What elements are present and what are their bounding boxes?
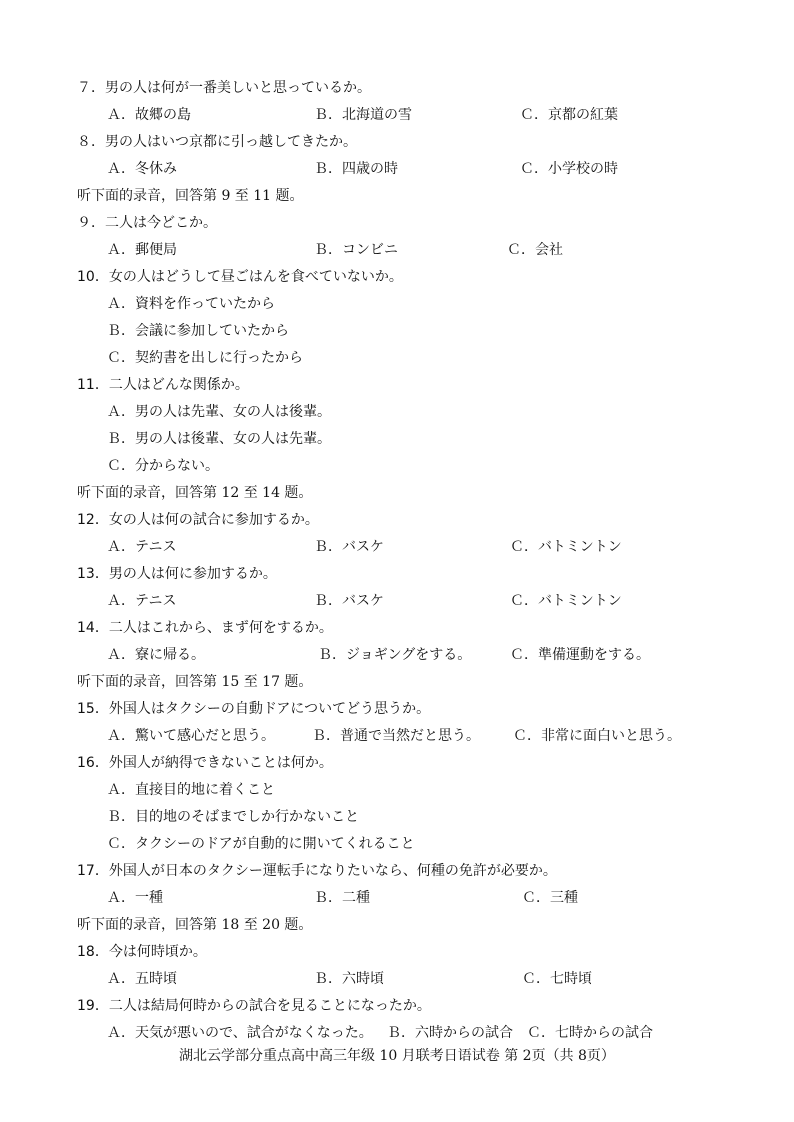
option-b: Ｂ．バスケ (314, 593, 384, 609)
option-c: Ｃ．準備運動をする。 (510, 647, 650, 663)
option-b: Ｂ．六時からの試合 (387, 1025, 513, 1041)
listening-instruction: 听下面的录音，回答第 15 至 17 题。 (77, 674, 313, 690)
option-c: Ｃ．小学校の時 (520, 161, 618, 177)
option-a: Ａ．天気が悪いので、試合がなくなった。 (107, 1025, 373, 1041)
option-a: Ａ．テニス (107, 593, 177, 609)
question-18: 18．今は何時頃か。 (77, 944, 207, 960)
option-b: Ｂ．ジョギングをする。 (318, 647, 472, 663)
option-a: Ａ．資料を作っていたから (107, 296, 275, 312)
option-b: Ｂ．六時頃 (314, 971, 384, 987)
option-a: Ａ．五時頃 (107, 971, 177, 987)
option-b: Ｂ．普通で当然だと思う。 (312, 728, 480, 744)
option-a: Ａ．驚いて感心だと思う。 (107, 728, 275, 744)
listening-instruction: 听下面的录音，回答第 18 至 20 题。 (77, 917, 313, 933)
question-12: 12．女の人は何の試合に参加するか。 (77, 512, 319, 528)
option-a: Ａ．冬休み (107, 161, 177, 177)
options-12 (107, 534, 787, 561)
options-9 (107, 237, 787, 264)
question-13: 13．男の人は何に参加するか。 (77, 566, 277, 582)
option-b: Ｂ．二種 (314, 890, 370, 906)
option-b: Ｂ．四歳の時 (314, 161, 398, 177)
option-c: Ｃ．分からない。 (107, 458, 219, 474)
options-8 (107, 156, 787, 183)
options-15 (107, 723, 787, 750)
question-14: 14．二人はこれから、まず何をするか。 (77, 620, 333, 636)
question-15: 15．外国人はタクシーの自動ドアについてどう思うか。 (77, 701, 431, 717)
option-b: Ｂ．北海道の雪 (314, 107, 412, 123)
option-b: Ｂ．コンビニ (314, 242, 398, 258)
question-8: ８．男の人はいつ京都に引っ越してきたか。 (77, 134, 357, 150)
options-7 (107, 102, 787, 129)
option-a: Ａ．テニス (107, 539, 177, 555)
question-19: 19．二人は結局何時からの試合を見ることになったか。 (77, 998, 431, 1014)
question-9: ９．二人は今どこか。 (77, 215, 217, 231)
question-17: 17．外国人が日本のタクシー運転手になりたいなら、何種の免許が必要か。 (77, 863, 557, 879)
option-c: Ｃ．七時頃 (522, 971, 592, 987)
option-c: Ｃ．バトミントン (510, 593, 622, 609)
options-14 (107, 642, 787, 669)
option-a: Ａ．故郷の島 (107, 107, 191, 123)
option-c: Ｃ．契約書を出しに行ったから (107, 350, 303, 366)
option-c: Ｃ．京都の紅葉 (520, 107, 618, 123)
option-c: Ｃ．バトミントン (510, 539, 622, 555)
option-b: Ｂ．会議に参加していたから (107, 323, 289, 339)
option-a: Ａ．直接目的地に着くこと (107, 782, 275, 798)
option-a: Ａ．郵便局 (107, 242, 177, 258)
option-b: Ｂ．男の人は後輩、女の人は先輩。 (107, 431, 331, 447)
option-c: Ｃ．会社 (507, 242, 563, 258)
page-footer: 湖北云学部分重点高中高三年级 10 月联考日语试卷 第 2页（共 8页） (179, 1048, 615, 1064)
option-c: Ｃ．三種 (522, 890, 578, 906)
option-a: Ａ．寮に帰る。 (107, 647, 205, 663)
option-b: Ｂ．目的地のそばまでしか行かないこと (107, 809, 359, 825)
question-16: 16．外国人が納得できないことは何か。 (77, 755, 333, 771)
question-7: ７．男の人は何が一番美しいと思っているか。 (77, 80, 371, 96)
option-a: Ａ．一種 (107, 890, 163, 906)
question-10: 10．女の人はどうして昼ごはんを食べていないか。 (77, 269, 403, 285)
listening-instruction: 听下面的录音，回答第 9 至 11 题。 (77, 188, 304, 204)
options-13 (107, 588, 787, 615)
question-11: 11．二人はどんな関係か。 (77, 377, 249, 393)
options-18 (107, 966, 787, 993)
option-c: Ｃ．非常に面白いと思う。 (513, 728, 681, 744)
option-c: Ｃ．七時からの試合 (527, 1025, 653, 1041)
option-b: Ｂ．バスケ (314, 539, 384, 555)
listening-instruction: 听下面的录音，回答第 12 至 14 题。 (77, 485, 313, 501)
option-c: Ｃ．タクシーのドアが自動的に開いてくれること (107, 836, 415, 852)
option-a: Ａ．男の人は先輩、女の人は後輩。 (107, 404, 331, 420)
options-17 (107, 885, 787, 912)
